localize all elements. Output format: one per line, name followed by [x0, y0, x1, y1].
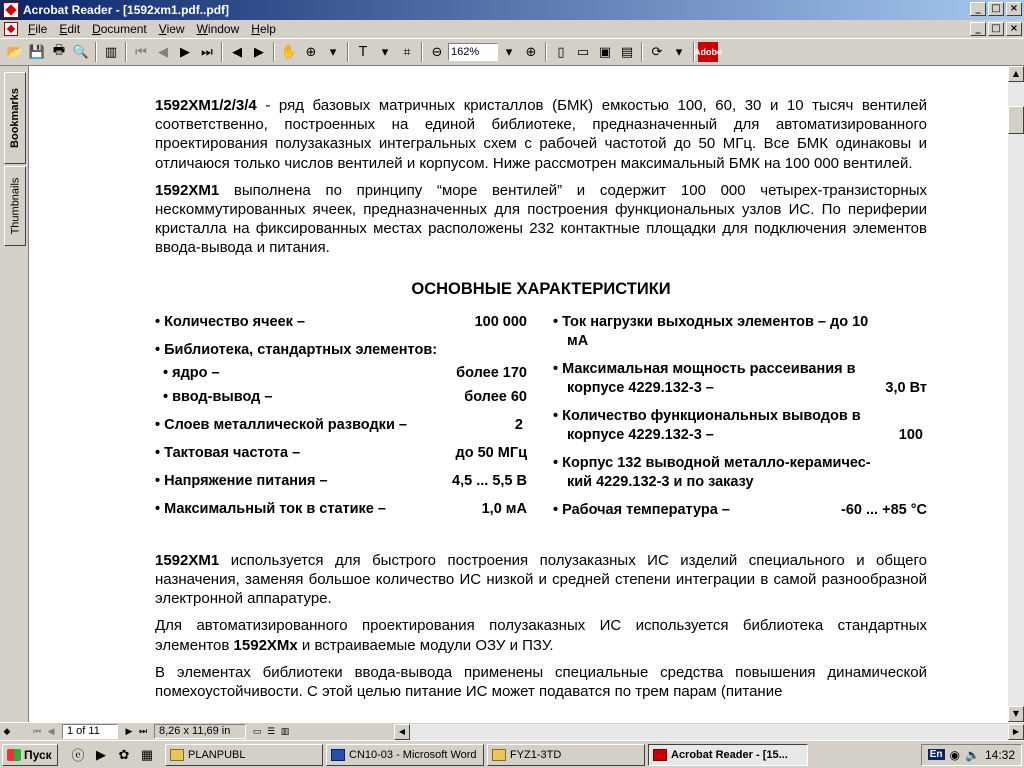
specs-table [155, 313, 927, 529]
spec-row: • Библиотека, стандартных элементов: [155, 341, 438, 358]
scroll-down-icon[interactable]: ▼ [1008, 706, 1024, 722]
fit-page-icon[interactable]: ▭ [576, 44, 590, 60]
zoom-input[interactable]: 162% [448, 43, 498, 61]
spec-row: • Тактовая частота – до 50 МГц [155, 444, 527, 461]
tray-app-icon[interactable]: ◉ [949, 747, 961, 762]
hand-tool-icon[interactable]: ✋ [280, 44, 298, 60]
zoom-in-icon[interactable]: ⊕ [525, 44, 537, 60]
menu-window[interactable]: Window [196, 22, 240, 36]
page-size-field: 8,26 x 11,69 in [154, 724, 246, 739]
scroll-up-icon[interactable]: ▲ [1008, 66, 1024, 82]
zoom-tool-dropdown-icon[interactable]: ▾ [329, 44, 337, 60]
last-page-icon[interactable]: ⏭ [201, 44, 213, 60]
toolbar [0, 38, 1024, 66]
scroll-right-icon[interactable]: ▶ [1008, 724, 1024, 740]
toolbar-separator [125, 42, 127, 62]
toolbar-separator [221, 42, 223, 62]
clock[interactable]: 14:32 [984, 747, 1015, 762]
status-first-page-icon[interactable]: ⏮ [32, 726, 42, 737]
spec-row: • ядро – более 170 [163, 364, 527, 381]
minimize-button[interactable]: _ [970, 2, 986, 16]
task-microsoft-word[interactable]: CN10-03 - Microsoft Word [326, 744, 484, 766]
zoom-dropdown-icon[interactable]: ▾ [505, 44, 513, 60]
single-page-layout-icon[interactable]: ▭ [252, 726, 262, 737]
fit-width-icon[interactable]: ▣ [598, 44, 612, 60]
menu-document[interactable]: Document [92, 22, 147, 36]
toolbar-separator [273, 42, 275, 62]
spec-row: • Рабочая температура – -60 ... +85 °С [553, 501, 927, 518]
toolbar-separator [545, 42, 547, 62]
quicklaunch-app-icon[interactable]: ✿ [118, 746, 130, 762]
zoom-tool-icon[interactable]: ⊕ [305, 44, 317, 60]
taskbar [0, 740, 1024, 768]
tab-thumbnails[interactable]: Thumbnails [4, 166, 26, 246]
acrobat-app-icon[interactable] [3, 2, 19, 18]
window-title: Acrobat Reader - [1592xm1.pdf..pdf] [23, 3, 230, 17]
internet-explorer-icon[interactable]: ⓔ [71, 748, 85, 763]
paragraph: В элементах библиотеки ввода-вывода применены специальные средства повышения динамической помехоустойчивости. С этой целью питание ИС может подаватся по трем парам (питание [155, 663, 927, 701]
folder-icon [170, 749, 184, 761]
adobe-logo-icon[interactable]: Adobe [698, 42, 718, 62]
doc-restore-button[interactable]: □ [988, 22, 1004, 36]
status-next-page-icon[interactable]: ▶ [125, 726, 133, 737]
spec-row: • Количество функциональных выводов в корпусе 4229.132-3 – 100 [553, 407, 923, 443]
system-tray [921, 744, 1022, 766]
doc-minimize-button[interactable]: _ [970, 22, 986, 36]
document-window-controls [970, 22, 1022, 36]
folder-icon [492, 749, 506, 761]
windows-logo-icon [7, 749, 21, 761]
spec-row: • Количество ячеек – 100 000 [155, 313, 527, 330]
pdf-page [155, 96, 927, 709]
document-view[interactable] [28, 66, 1008, 722]
paragraph: Для автоматизированного проектирования полузаказных ИС используется библиотека стандартных элементов 1592ХМх и встраиваемые модули ОЗУ и ПЗУ. [155, 617, 927, 654]
navigation-pane-tabs [0, 66, 28, 722]
task-fyz1-3td[interactable]: FYZ1-3TD [487, 744, 645, 766]
spec-row: • Напряжение питания – 4,5 ... 5,5 В [155, 472, 527, 489]
save-icon[interactable]: 💾 [28, 44, 46, 60]
volume-icon[interactable]: 🔈 [965, 747, 980, 762]
menu-bar [0, 20, 1024, 38]
vertical-scrollbar[interactable] [1008, 66, 1024, 722]
rotate-view-icon[interactable]: ⟳ [651, 44, 663, 60]
split-handle-icon[interactable]: ◆ [3, 726, 11, 737]
page-number-field[interactable]: 1 of 11 [62, 724, 118, 739]
document-icon[interactable] [4, 22, 18, 36]
status-bar [0, 722, 1024, 740]
task-acrobat-reader[interactable]: Acrobat Reader - [15... [648, 744, 808, 766]
next-page-icon[interactable]: ▶ [180, 44, 190, 60]
actual-size-icon[interactable]: ▯ [557, 44, 565, 60]
section-heading: ОСНОВНЫЕ ХАРАКТЕРИСТИКИ [411, 279, 671, 298]
text-select-dropdown-icon[interactable]: ▾ [381, 44, 389, 60]
graphics-select-icon[interactable]: ⌗ [403, 44, 411, 60]
toolbar-separator [421, 42, 423, 62]
toolbar-separator [347, 42, 349, 62]
tab-bookmarks[interactable]: Bookmarks [4, 72, 26, 164]
doc-close-button[interactable]: × [1006, 22, 1022, 36]
zoom-out-icon[interactable]: ⊖ [431, 44, 443, 60]
toolbar-separator [641, 42, 643, 62]
media-player-icon[interactable]: ▶ [96, 746, 106, 762]
facing-layout-icon[interactable]: ▥ [280, 726, 290, 737]
task-planpubl[interactable]: PLANPUBL [165, 744, 323, 766]
spec-row: • ввод-вывод – более 60 [163, 388, 527, 405]
start-button[interactable]: Пуск [2, 744, 58, 766]
print-icon[interactable]: 🖶 [52, 43, 66, 58]
spec-row: • Максимальный ток в статике – 1,0 мА [155, 500, 527, 517]
paragraph: 1592ХМ1 используется для быстрого построения полузаказных ИС изделий специального и общего назначения, заменяя большое количество ИС низкой и средней степени интеграции в самой разнообразной электронной аппаратуре. [155, 551, 927, 608]
rotate-dropdown-icon[interactable]: ▾ [675, 44, 683, 60]
scroll-thumb[interactable] [1008, 106, 1024, 134]
window-controls [970, 2, 1022, 16]
paragraph: 1592ХМ1/2/3/4 - ряд базовых матричных кристаллов (БМК) емкостью 100, 60, 30 и 10 тысяч вентилей соответственно, построенных на единой библиотеке, предназначенный для автоматизированного проектирования полузаказных интегральных схем с рабочей частотой до 50 МГц. Все БМК одинаковы и отличаюся только числов вентилей и корпусом. Ниже рассмотрен максимальный БМК на 100 000 вентилей. [155, 97, 927, 172]
scroll-left-icon[interactable]: ◀ [394, 724, 410, 740]
specs-right-column [553, 313, 927, 529]
spec-row: • Слоев металлической разводки – 2 [155, 416, 523, 433]
status-last-page-icon[interactable]: ⏭ [138, 726, 148, 737]
toolbar-separator [95, 42, 97, 62]
continuous-layout-icon[interactable]: ☰ [266, 726, 276, 737]
spec-row: • Корпус 132 выводной металло-керамичес- кий 4229.132-3 и по заказу [553, 454, 871, 490]
specs-left-column [155, 313, 527, 529]
maximize-button[interactable]: □ [988, 2, 1004, 16]
previous-page-icon[interactable]: ◀ [158, 44, 168, 60]
paragraph: 1592ХМ1 выполнена по принципу “море вентилей” и содержит 100 000 четырех-транзисторных нескоммутированных ячеек, предназначенных для построения функциональных узлов ИС. По периферии кристалла на фиксированных местах расположены 232 контактные площадки для подключения элементов ввода-вывода и питания. [155, 181, 927, 257]
go-back-icon[interactable]: ◀ [232, 44, 242, 60]
horizontal-scrollbar[interactable] [394, 724, 1024, 740]
first-page-icon[interactable]: ⏮ [135, 44, 147, 60]
title-bar [0, 0, 1024, 20]
word-icon [331, 749, 345, 761]
open-icon[interactable]: 📂 [6, 44, 24, 60]
menu-help[interactable]: Help [251, 22, 276, 36]
menu-edit[interactable]: Edit [59, 22, 81, 36]
menu-view[interactable]: View [158, 22, 185, 36]
show-navigation-pane-icon[interactable]: ▥ [104, 44, 118, 60]
text-select-icon[interactable]: T [359, 44, 367, 60]
go-forward-icon[interactable]: ▶ [254, 44, 264, 60]
status-previous-page-icon[interactable]: ◀ [47, 726, 55, 737]
calculator-icon[interactable]: ▦ [140, 746, 154, 762]
reflow-icon[interactable]: ▤ [620, 44, 634, 60]
find-icon[interactable]: 🔍 [72, 44, 90, 60]
menu-file[interactable]: File [28, 22, 48, 36]
spec-row: • Ток нагрузки выходных элементов – до 10 мА [553, 313, 869, 349]
language-indicator[interactable]: En [929, 749, 943, 760]
spec-row: • Максимальная мощность рассеивания в корпусе 4229.132-3 – 3,0 Вт [553, 360, 927, 396]
acrobat-icon [653, 749, 667, 761]
close-button[interactable]: × [1006, 2, 1022, 16]
